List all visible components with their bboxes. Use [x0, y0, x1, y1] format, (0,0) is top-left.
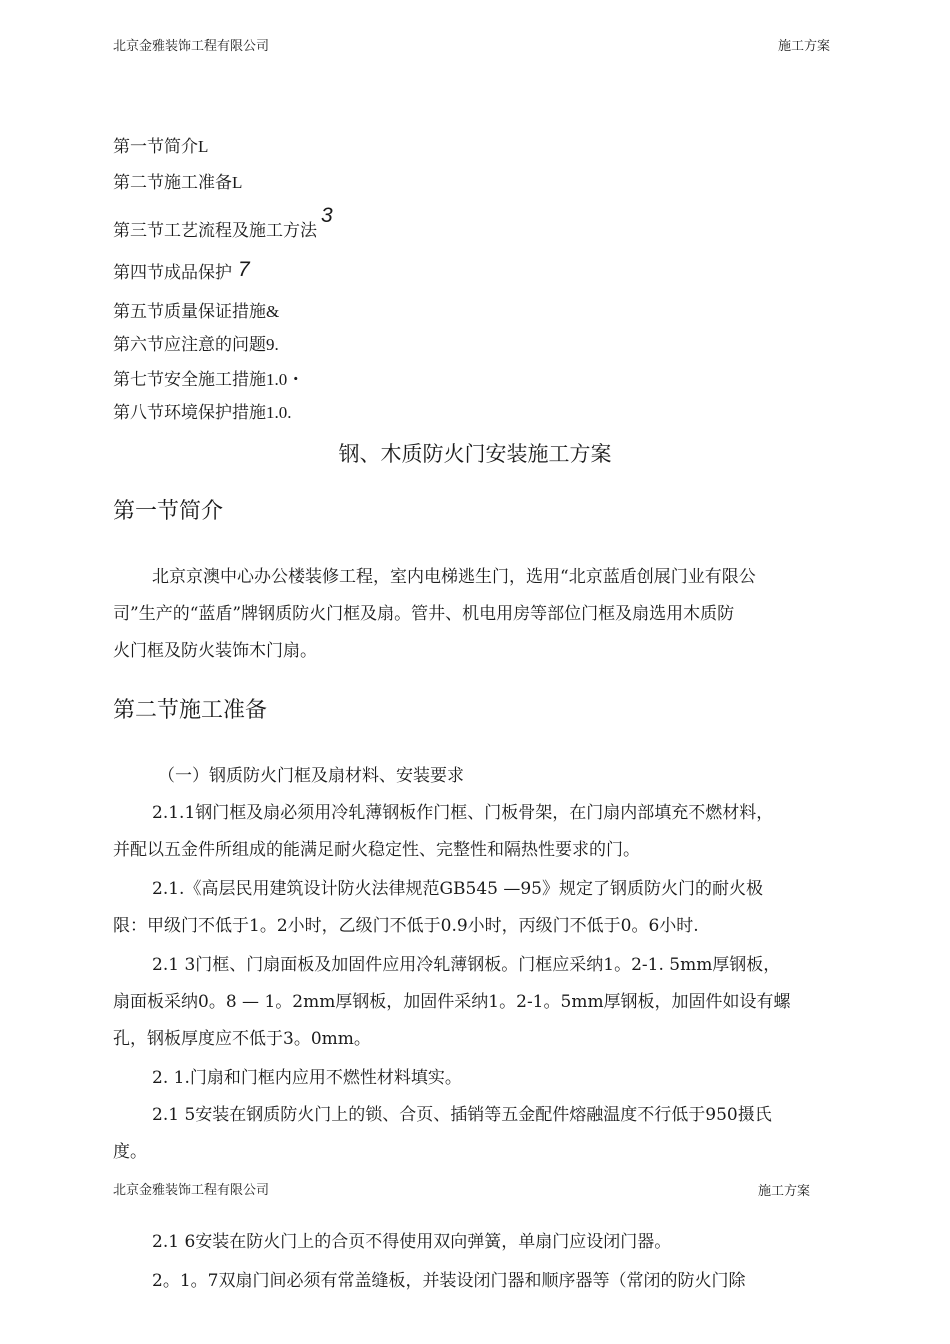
paragraph-line: 2.1.《高层民用建筑设计防火法律规范GB545 —95》规定了钢质防火门的耐火极 [152, 879, 763, 899]
toc-item-label: 第八节环境保护措施 [113, 403, 266, 423]
toc-item[interactable] [113, 365, 304, 390]
toc-item[interactable] [113, 132, 208, 157]
page-header-company: 北京金雅装饰工程有限公司 [113, 1183, 270, 1198]
paragraph-line: 孔，钢板厚度应不低于3。0mm。 [113, 1029, 371, 1049]
toc-item-page: L [232, 173, 243, 192]
paragraph-line: 北京京澳中心办公楼装修工程，室内电梯逃生门，选用“北京蓝盾创展门业有限公 [152, 567, 756, 587]
toc-item[interactable] [113, 204, 333, 242]
paragraph-line: 并配以五金件所组成的能满足耐火稳定性、完整性和隔热性要求的门。 [113, 840, 640, 860]
toc-item-label: 第六节应注意的问题 [113, 335, 266, 355]
toc-item-label: 第三节工艺流程及施工方法 [113, 221, 317, 241]
toc-item-page: L [198, 137, 209, 156]
paragraph-line: 扇面板采纳0。8 — 1。2mm厚钢板，加固件采纳1。2-1。5mm厚钢板，加固件如设有螺 [113, 992, 791, 1012]
paragraph-line: 2.1 3门框、门扇面板及加固件应用冷轧薄钢板。门框应采纳1。2-1. 5mm厚钢板， [152, 955, 781, 975]
page-header-company: 北京金雅装饰工程有限公司 [113, 39, 270, 54]
paragraph-line: 2.1 6安装在防火门上的合页不得使用双向弹簧，单扇门应设闭门器。 [152, 1232, 672, 1252]
toc-item-label: 第五节质量保证措施 [113, 302, 266, 322]
toc-item-label: 第四节成品保护 [113, 263, 232, 283]
paragraph-line: 限：甲级门不低于1。2小时，乙级门不低于0.9小时，丙级门不低于0。6小时. [113, 916, 699, 936]
toc-item-label: 第一节简介 [113, 137, 198, 157]
toc-item[interactable] [113, 398, 292, 423]
toc-item-label: 第二节施工准备 [113, 173, 232, 193]
toc-item-page: 3 [321, 204, 333, 227]
toc-item-page: 1.0. [266, 403, 292, 422]
paragraph-line: 2。1。7双扇门间必须有常盖缝板，并装设闭门器和顺序器等（常闭的防火门除 [152, 1271, 746, 1291]
toc-item-page: & [266, 302, 280, 321]
document-title: 钢、木质防火门安装施工方案 [338, 442, 612, 466]
toc-item-page: 7 [238, 258, 250, 281]
toc-item-page: 1.0・ [266, 370, 305, 389]
toc-item[interactable] [113, 330, 279, 355]
toc-item-page: 9. [266, 335, 279, 354]
toc-item[interactable] [113, 258, 250, 284]
toc-item[interactable] [113, 297, 279, 322]
paragraph-line: 2. 1.门扇和门框内应用不燃性材料填实。 [152, 1068, 462, 1088]
section-heading: 第二节施工准备 [113, 698, 268, 723]
paragraph-line: 度。 [113, 1142, 147, 1162]
paragraph-line: 2.1 5安装在钢质防火门上的锁、合页、插销等五金配件熔融温度不行低于950摄氏 [152, 1105, 772, 1125]
toc-item-label: 第七节安全施工措施 [113, 370, 266, 390]
subsection-heading: （一）钢质防火门框及扇材料、安装要求 [158, 766, 464, 786]
page-header-doc-type: 施工方案 [758, 1184, 811, 1199]
toc-item[interactable] [113, 168, 242, 193]
paragraph-line: 司”生产的“蓝盾”牌钢质防火门框及扇。管井、机电用房等部位门框及扇选用木质防 [113, 604, 735, 624]
page-header-doc-type: 施工方案 [778, 39, 831, 54]
section-heading: 第一节简介 [113, 499, 224, 524]
paragraph-line: 火门框及防火装饰木门扇。 [113, 641, 317, 661]
paragraph-line: 2.1.1钢门框及扇必须用冷轧薄钢板作门框、门板骨架，在门扇内部填充不燃材料， [152, 803, 774, 823]
